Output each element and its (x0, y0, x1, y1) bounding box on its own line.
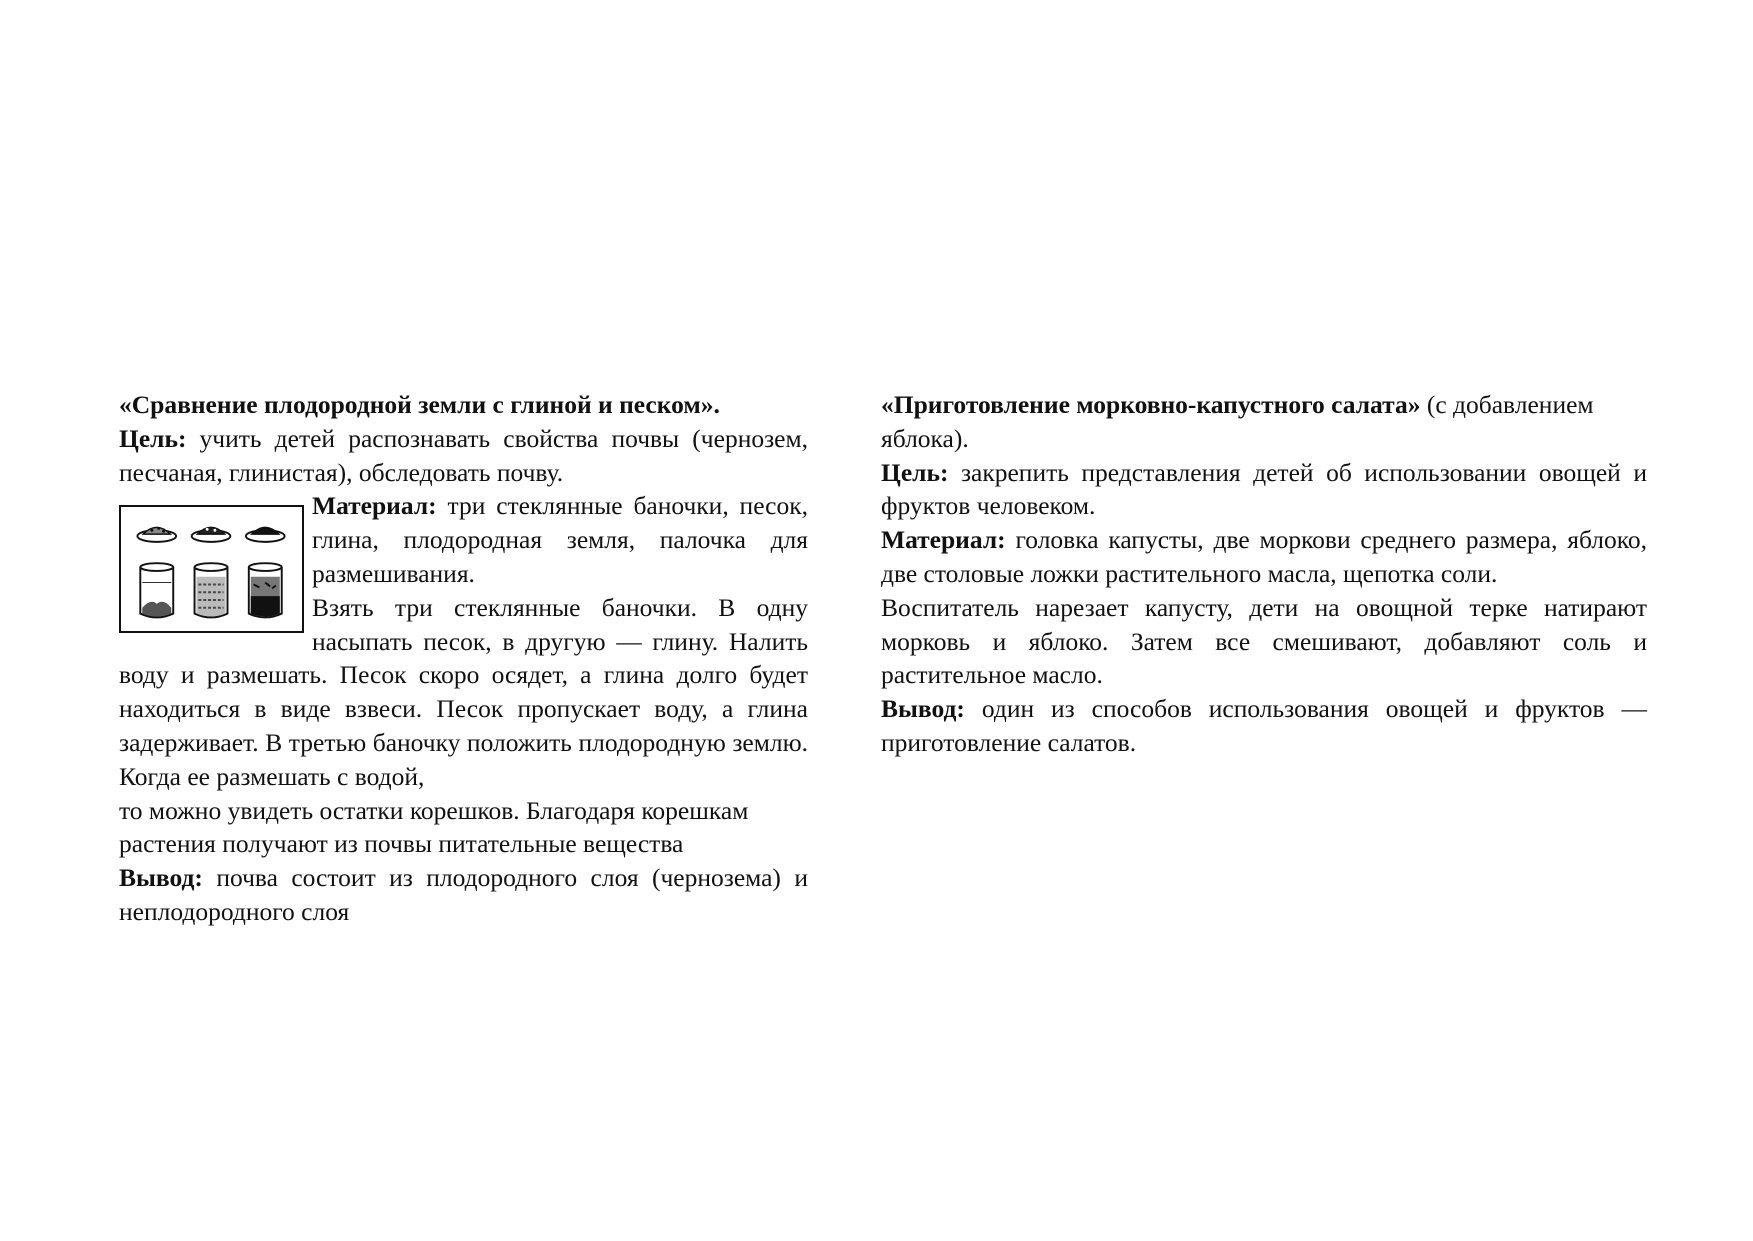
experiment-soil-column (119, 388, 808, 929)
conclusion-text: почва состоит из плодородного слоя (чернозема) и неплодородного слоя (119, 863, 808, 926)
jar-soil (249, 564, 282, 618)
experiment-salad-title (881, 388, 1647, 456)
material-text: три стеклянные баночки, песок, глина, плодородная земля, палочка для размешивания. (312, 491, 808, 588)
conclusion-label: Вывод: (881, 694, 965, 724)
salad-title-suffix: (с добавлением яблока). (881, 390, 1594, 453)
experiment-salad-goal (881, 456, 1647, 524)
experiment-soil-conclusion (119, 861, 808, 929)
conclusion-label: Вывод: (119, 863, 203, 893)
salad-title-bold: «Приготовление морковно-капустного салата» (881, 390, 1421, 419)
jars-illustration (119, 505, 304, 633)
jars-illustration-icon (121, 507, 302, 631)
jar-clay (195, 564, 228, 618)
material-label: Материал: (881, 525, 1006, 555)
experiment-salad-column (881, 388, 1647, 760)
jar-sand (140, 564, 173, 618)
experiment-soil-title: «Сравнение плодородной земли с глиной и песком». (119, 390, 720, 419)
experiment-salad-conclusion (881, 692, 1647, 760)
conclusion-text: один из способов использования овощей и фруктов — приготовление салатов. (881, 694, 1647, 757)
experiment-soil-goal (119, 422, 808, 490)
goal-label: Цель: (881, 457, 949, 487)
goal-label: Цель: (119, 423, 187, 453)
saucer-soil (246, 528, 285, 543)
experiment-salad-procedure: Воспитатель нарезает капусту, дети на овощной терке натирают морковь и яблоко. Затем все смешивают, добавляют соль и растительное масло. (881, 592, 1647, 690)
experiment-soil-procedure: Взять три стеклянные баночки. В одну насыпать песок, в другую — глину. Налить воду и размешать. Песок скоро осядет, а глина долго будет находиться в виде взвеси. Песок пропускает воду, а глина задерживает. В третью баночку положить плодородную землю. Когда ее размешать с водой, (119, 592, 808, 791)
experiment-soil-procedure-continued: то можно увидеть остатки корешков. Благодаря корешкам растения получают из почвы питательные вещества (119, 795, 749, 859)
goal-text: закрепить представления детей об использовании овощей и фруктов человеком. (881, 457, 1647, 521)
experiment-salad-material (881, 523, 1647, 591)
saucer-sand (137, 527, 176, 542)
material-label: Материал: (312, 491, 437, 521)
goal-text: учить детей распознавать свойства почвы (чернозем, песчаная, глинистая), обследовать почву. (119, 423, 808, 487)
material-text: головка капусты, две моркови среднего размера, яблоко, две столовые ложки растительного масла, щепотка соли. (881, 525, 1647, 588)
saucer-clay (192, 528, 231, 543)
